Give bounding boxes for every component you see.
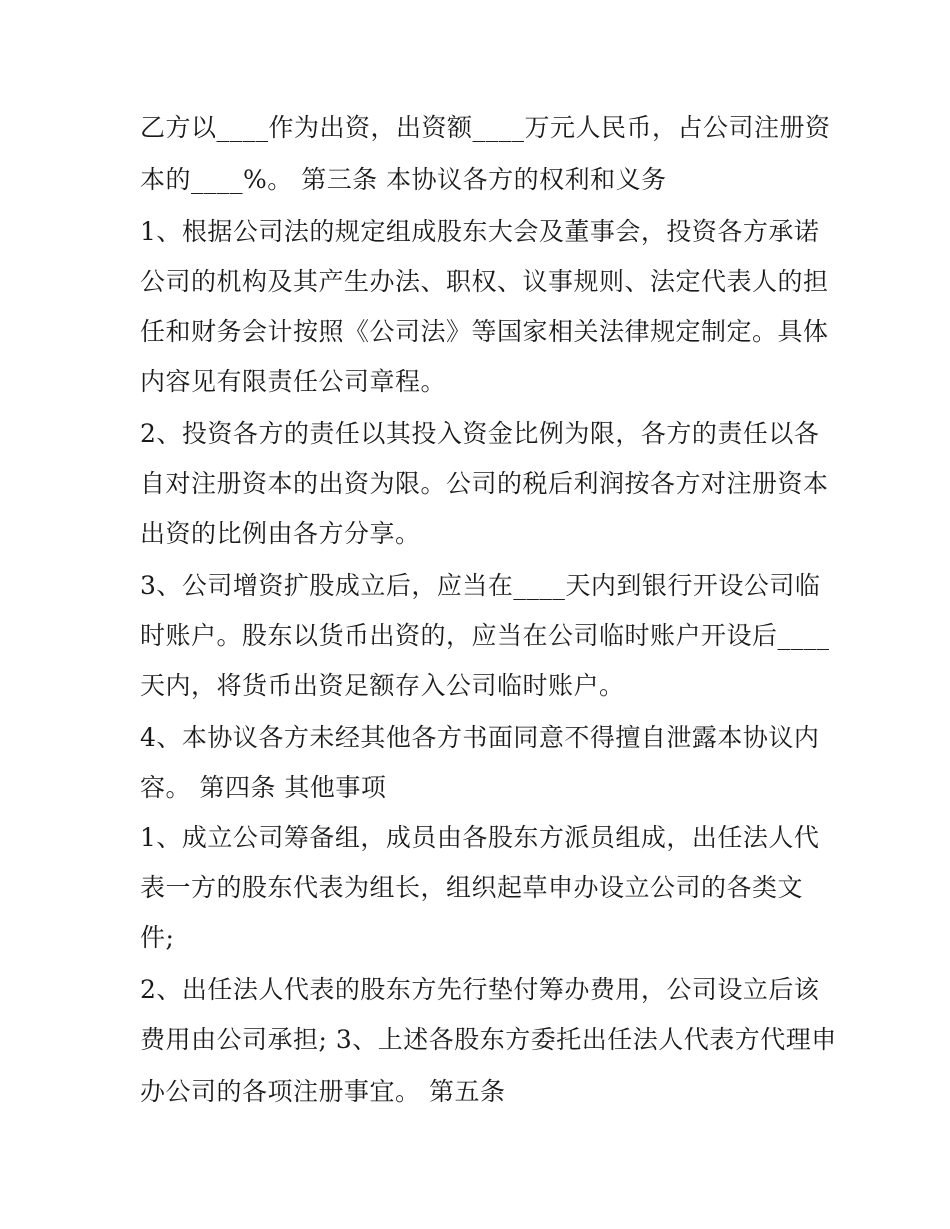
- text-line: 1、成立公司筹备组，成员由各股东方派员组成，出任法人代: [140, 823, 820, 852]
- text-line: 乙方以____作为出资，出资额____万元人民币，占公司注册资: [140, 113, 831, 142]
- text-line: 费用由公司承担; 3、上述各股东方委托出任法人代表方代理申: [140, 1025, 837, 1054]
- text-line: 2、投资各方的责任以其投入资金比例为限，各方的责任以各: [140, 419, 820, 448]
- text-line: 2、出任法人代表的股东方先行垫付筹办费用，公司设立后该: [140, 975, 820, 1004]
- text-line: 3、公司增资扩股成立后，应当在____天内到银行开设公司临: [140, 571, 821, 600]
- text-line: 公司的机构及其产生办法、职权、议事规则、法定代表人的担: [140, 267, 829, 296]
- text-line: 件;: [140, 923, 175, 952]
- text-line: 1、根据公司法的规定组成股东大会及董事会，投资各方承诺: [140, 217, 820, 246]
- text-line: 内容见有限责任公司章程。: [140, 367, 447, 396]
- text-line: 办公司的各项注册事宜。 第五条: [140, 1077, 506, 1106]
- text-line: 出资的比例由各方分享。: [140, 519, 421, 548]
- text-line: 表一方的股东代表为组长，组织起草申办设立公司的各类文: [140, 873, 804, 902]
- text-line: 时账户。股东以货币出资的，应当在公司临时账户开设后____: [140, 621, 830, 650]
- text-line: 任和财务会计按照《公司法》等国家相关法律规定制定。具体: [140, 317, 829, 346]
- text-line: 自对注册资本的出资为限。公司的税后利润按各方对注册资本: [140, 469, 829, 498]
- text-line: 容。 第四条 其他事项: [140, 773, 387, 802]
- text-line: 天内，将货币出资足额存入公司临时账户。: [140, 671, 625, 700]
- text-line: 4、本协议各方未经其他各方书面同意不得擅自泄露本协议内: [140, 723, 820, 752]
- text-line: 本的____%。 第三条 本协议各方的权利和义务: [140, 165, 667, 194]
